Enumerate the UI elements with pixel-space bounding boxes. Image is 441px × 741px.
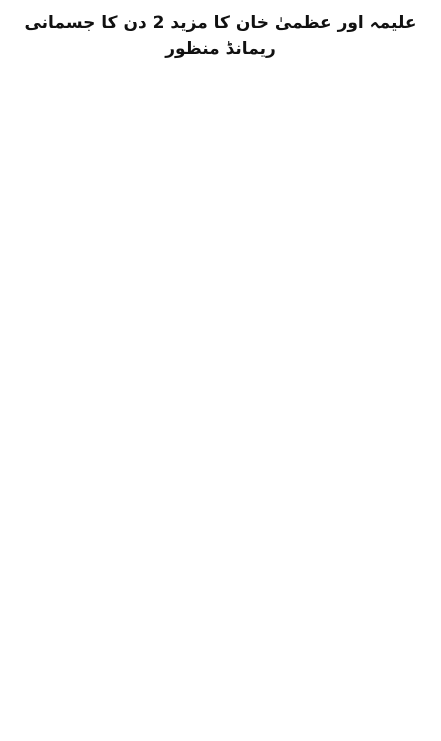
article-headline: علیمہ اور عظمیٰ خان کا مزید 2 دن کا جسمانی ریمانڈ منظور bbox=[24, 13, 417, 59]
